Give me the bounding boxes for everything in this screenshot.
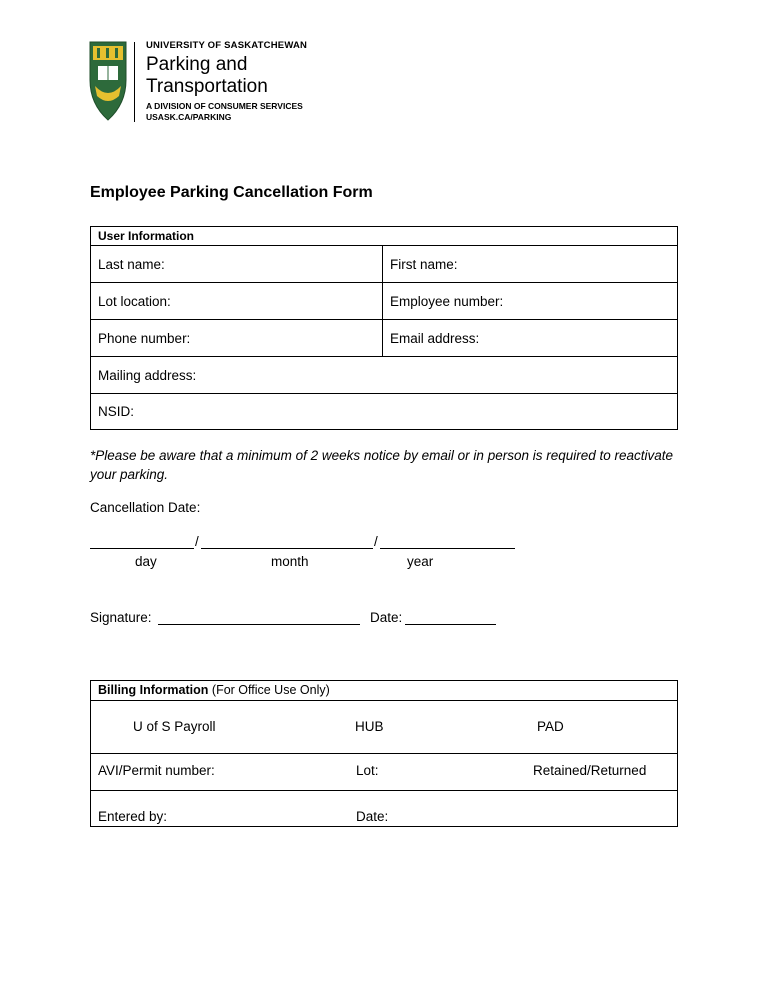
billing-information-table xyxy=(90,680,678,827)
date-separator-2: / xyxy=(374,534,378,549)
signature-date-label: Date: xyxy=(370,610,403,625)
date-separator-1: / xyxy=(195,534,199,549)
employee-number-field[interactable] xyxy=(382,283,677,319)
month-caption: month xyxy=(271,554,309,569)
nsid-field[interactable] xyxy=(91,404,677,419)
day-caption: day xyxy=(135,554,157,569)
retained-returned-label: Retained/Returned xyxy=(533,763,647,778)
employee-number-label: Employee number: xyxy=(390,293,504,309)
signature-date-input-line[interactable] xyxy=(405,624,496,625)
division-name: A DIVISION OF CONSUMER SERVICES xyxy=(146,101,303,111)
pad-option[interactable]: PAD xyxy=(537,719,564,734)
logo-divider xyxy=(134,42,135,122)
first-name-label: First name: xyxy=(390,256,458,272)
form-title: Employee Parking Cancellation Form xyxy=(90,184,373,201)
department-name-line2: Transportation xyxy=(146,76,268,97)
department-name-line1: Parking and xyxy=(146,54,248,75)
billing-lot-label: Lot: xyxy=(356,763,379,778)
nsid-label: NSID: xyxy=(98,404,135,419)
signature-label: Signature: xyxy=(90,610,152,625)
user-information-table xyxy=(90,226,678,430)
last-name-label: Last name: xyxy=(98,256,165,272)
signature-input-line[interactable] xyxy=(158,624,360,625)
mailing-address-field[interactable] xyxy=(91,368,677,383)
cancellation-date-label: Cancellation Date: xyxy=(90,500,201,515)
lot-location-label: Lot location: xyxy=(98,293,171,309)
email-address-label: Email address: xyxy=(390,330,480,346)
university-crest-icon xyxy=(89,40,127,122)
month-input-line[interactable] xyxy=(201,548,373,549)
university-name: UNIVERSITY OF SASKATCHEWAN xyxy=(146,40,308,51)
year-caption: year xyxy=(407,554,434,569)
first-name-field[interactable] xyxy=(382,246,677,282)
billing-information-heading xyxy=(91,681,330,698)
last-name-field[interactable] xyxy=(91,257,382,272)
year-input-line[interactable] xyxy=(380,548,515,549)
website-url: USASK.CA/PARKING xyxy=(146,112,232,122)
hub-option[interactable]: HUB xyxy=(355,719,384,734)
brand-block xyxy=(146,40,307,123)
user-information-heading: User Information xyxy=(98,229,195,243)
lot-location-field[interactable] xyxy=(91,294,382,309)
phone-number-label: Phone number: xyxy=(98,330,191,346)
permit-number-label: AVI/Permit number: xyxy=(98,763,215,778)
entered-by-label: Entered by: xyxy=(98,809,168,824)
billing-heading-note: (For Office Use Only) xyxy=(211,683,330,697)
reactivation-notice: *Please be aware that a minimum of 2 weeks notice by email or in person is required to reactivate your parking. xyxy=(90,448,674,482)
mailing-address-label: Mailing address: xyxy=(98,367,197,383)
email-address-field[interactable] xyxy=(382,320,677,356)
billing-date-label: Date: xyxy=(356,809,389,824)
day-input-line[interactable] xyxy=(90,548,194,549)
phone-number-field[interactable] xyxy=(91,331,382,346)
payroll-option[interactable]: U of S Payroll xyxy=(133,719,216,734)
billing-heading-bold: Billing Information xyxy=(98,683,209,697)
